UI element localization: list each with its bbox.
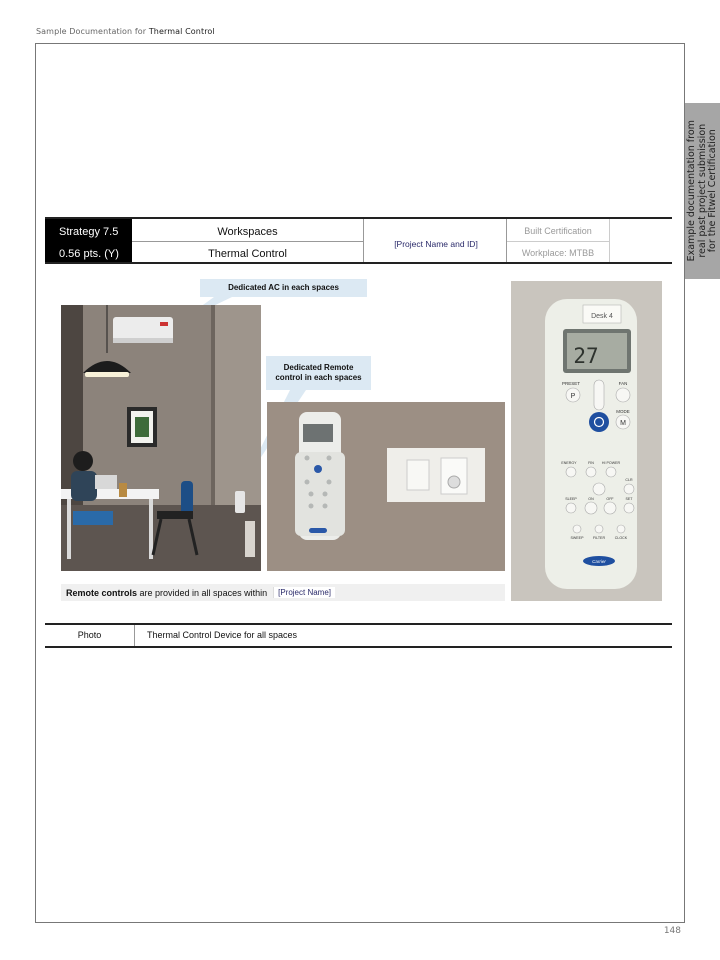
ac-callout-text: Dedicated AC in each spaces xyxy=(228,283,339,292)
remote-temperature: 27 xyxy=(573,344,599,368)
certification-scorecard: Workplace: MTBB xyxy=(521,248,595,258)
remote-label-preset: PRESET xyxy=(561,381,581,386)
remote-label-energy: ENERGY xyxy=(561,461,577,465)
remote-power-button xyxy=(589,412,609,432)
caption-bold: Remote controls xyxy=(66,587,138,598)
wall-controls-photo xyxy=(267,402,505,571)
remote-label-hipower: HI POWER xyxy=(601,461,621,465)
remote-closeup-photo xyxy=(511,281,662,601)
remote-label-clr: CLR xyxy=(625,478,633,482)
certification-cell xyxy=(507,219,609,262)
certification-divider xyxy=(507,241,609,242)
remote-label-on: ON xyxy=(588,497,594,501)
side-tab-line-2: real past project submission xyxy=(696,124,708,258)
page-number: 148 xyxy=(663,926,681,936)
caption-project-name: [Project Name] xyxy=(273,587,335,598)
remote-label-mode: MODE xyxy=(616,409,630,414)
remote-button-m: M xyxy=(620,420,626,427)
photo-caption xyxy=(61,584,505,601)
remote-label-sleep: SLEEP xyxy=(565,497,577,501)
remote-label-off: OFF xyxy=(606,497,614,501)
strategy-cell xyxy=(45,219,132,262)
project-cell xyxy=(363,219,507,262)
remote-callout-line-2: control in each spaces xyxy=(275,373,362,382)
ac-callout xyxy=(200,279,367,297)
remote-label-fan: FAN xyxy=(618,381,628,386)
remote-label-set: SET xyxy=(625,497,633,501)
caption-text: are provided in all spaces within xyxy=(137,587,268,598)
side-tab-line-1: Example documentation from xyxy=(685,120,697,262)
empty-cell xyxy=(609,219,672,262)
remote-label-sweep: SWEEP xyxy=(570,536,584,540)
strategy-number: Strategy 7.5 xyxy=(59,226,119,238)
side-tab xyxy=(685,103,720,279)
header-subject: Thermal Control xyxy=(148,27,215,36)
document-header xyxy=(36,27,215,36)
photo-table xyxy=(45,623,672,648)
remote-label-fin: FIN xyxy=(588,461,594,465)
category-cell xyxy=(132,219,363,262)
strategy-table xyxy=(45,217,672,264)
strategy-topic: Thermal Control xyxy=(208,248,287,260)
remote-label-filter: FILTER xyxy=(592,536,606,540)
side-tab-text xyxy=(687,120,719,261)
remote-brand-text: Carrier xyxy=(592,559,606,564)
side-tab-line-3: for the Fitwel Certification xyxy=(706,129,718,253)
remote-callout-line-1: Dedicated Remote xyxy=(283,363,354,372)
remote-label-clock: CLOCK xyxy=(614,536,628,540)
room-photo xyxy=(61,305,261,571)
project-name-id: [Project Name and ID] xyxy=(394,239,478,249)
remote-callout xyxy=(266,356,371,390)
certification-type: Built Certification xyxy=(524,226,592,236)
header-prefix: Sample Documentation for xyxy=(36,27,147,36)
photo-table-description: Thermal Control Device for all spaces xyxy=(147,630,298,640)
strategy-category: Workspaces xyxy=(217,226,278,238)
photo-table-label: Photo xyxy=(45,625,135,646)
remote-tag-label: Desk 4 xyxy=(591,313,613,320)
strategy-points: 0.56 pts. (Y) xyxy=(59,248,119,260)
remote-button-p: P xyxy=(570,393,576,400)
category-divider xyxy=(132,241,363,242)
